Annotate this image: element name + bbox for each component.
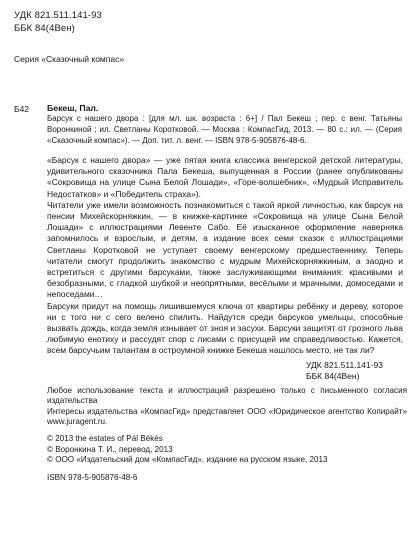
footer-udk: УДК 821.511.141-93 xyxy=(306,360,384,370)
copyright-line: © ООО «Издательский дом «КомпасГид», издание на русском языке, 2013 xyxy=(47,455,328,465)
catalog-entry xyxy=(47,114,402,146)
annotation-paragraph: Барсуки придут на помощь лишившемуся ключа от квартиры ребёнку и дереву, которое ни с того ни с сего велено спилить. Найдутся среди барсуков умельцы, способные вызвать дождь, когда земля изнывает от зноя и засухи. Барсуки защитят от грозного льва любимую енотиху и рассудят спор с лисами с присущей им справедливостью. Кажется, всем барсучьим талантам в остроумной книжке Бекеша нашлось место, не так ли? xyxy=(47,300,403,356)
footer-bbk: ББК 84(4Вен) xyxy=(306,371,360,381)
rights-line: Любое использование текста и иллюстраций разрешено только с письменного согласия издательства xyxy=(47,386,407,406)
copyright-block xyxy=(47,434,328,466)
copyright-line: © Воронкина Т. И., перевод, 2013 xyxy=(47,444,173,454)
udk-code: УДК 821.511.141-93 xyxy=(14,10,102,21)
copyright-line: © 2013 the estates of Pál Békés xyxy=(47,434,163,443)
rights-notice xyxy=(47,386,407,428)
isbn: ISBN 978-5-905876-48-6 xyxy=(47,473,138,482)
bbk-code: ББК 84(4Вен) xyxy=(14,23,75,34)
annotation-paragraph: «Барсук с нашего двора» — уже пятая книга классика венгерской детской литературы, удивительного сказочника Пала Бекеша, выпущенная в России (ранее опубликованы «Сокровища на улице Сына Белой Лошади», «Горе-волшебник», «Мудрый Исправитель Недостатков» и «Победитель страха»). xyxy=(47,155,403,199)
catalog-author: Бекеш, Пал. xyxy=(47,103,99,113)
classification-header xyxy=(14,9,102,35)
rights-line: Интересы издательства «КомпасГид» представляет ООО «Юридическое агентство Копирайт» www.juragent.ru. xyxy=(47,406,407,427)
series-line: Серия «Сказочный компас» xyxy=(14,54,125,64)
annotation-paragraph: Читатели уже имели возможность познакомиться с такой яркой личностью, как барсук на пенсии Михейскорняжкин, — в книжке-картинке «Сокровища на улице Сына Белой Лошади» с иллюстрациями Левенте Сабо. Её изысканное оформление наверняка запомнилось и взрослым, и детям, а издание всех семи сказок с иллюстрациями Светланы Коротковой не уступает своему венгерскому предшественнику. Теперь читатели смогут продолжить знакомство с мудрым Михейскорняжкиным, а заодно и встретиться с другими барсуками, также заслуживающими внимания: красивыми и безобразными, с гладкой шубкой и неопрятными, весёлыми и мрачными, домоседами и непоседами… xyxy=(47,199,403,300)
catalog-entry-text: Барсук с нашего двора : [для мл. шк. возраста : 6+] / Пал Бекеш ; пер. с венг. Татьяны Воронкиной ; ил. Светланы Коротковой. — Москва : КомпасГид, 2013. — 80 с.: ил. — (Серия «Сказочный компас»). — Доп. тит. л. венг. — ISBN 978-5-905876-48-6. xyxy=(47,114,402,145)
author-sign: Б42 xyxy=(14,104,30,114)
annotation xyxy=(47,155,403,357)
footer-index xyxy=(306,360,383,382)
